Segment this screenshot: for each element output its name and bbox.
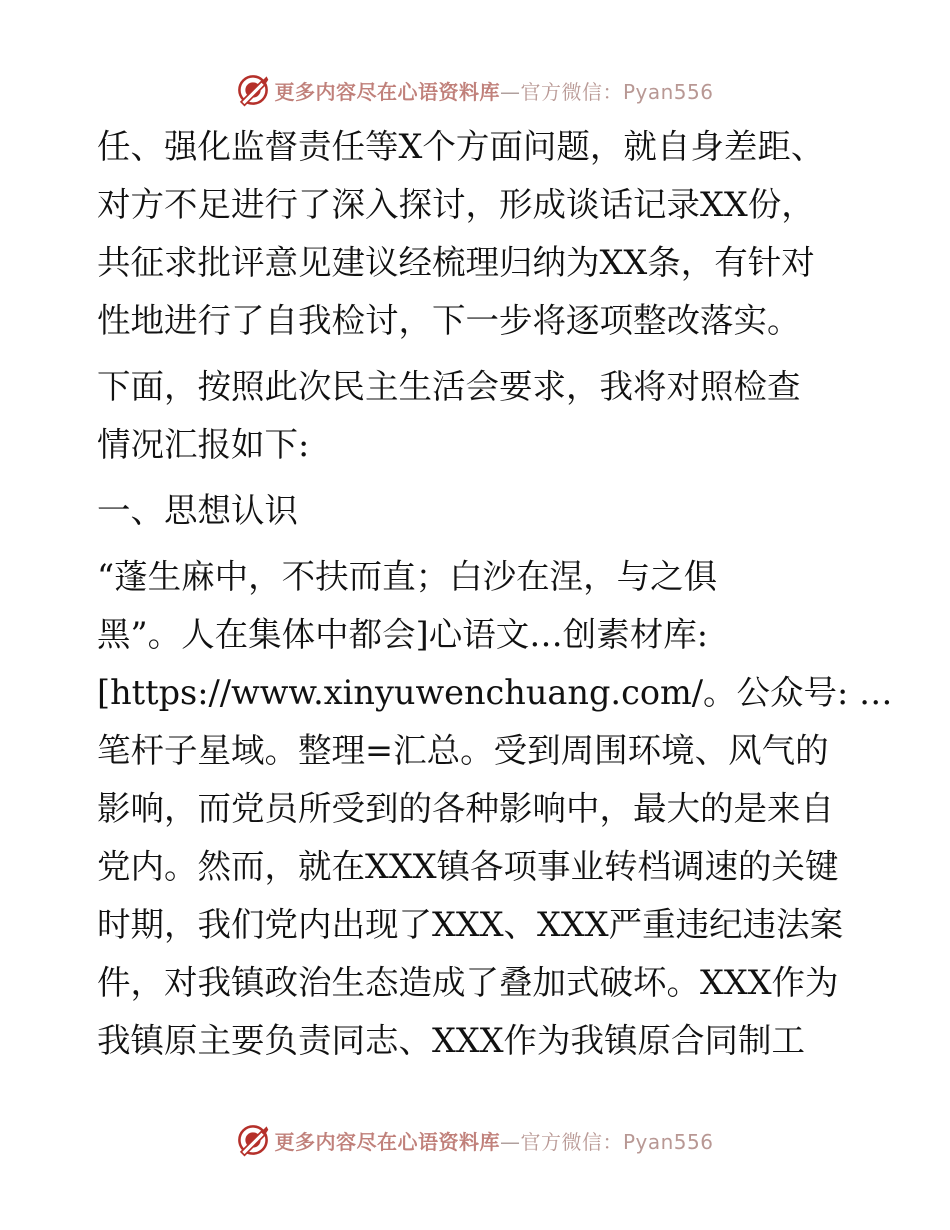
paragraph-3 (97, 548, 893, 1070)
banner-wechat: 官方微信：Pyan556 (520, 1129, 714, 1154)
text-line: 我镇原主要负责同志、XXX作为我镇原合同制工 (97, 1021, 806, 1060)
footer-banner (0, 1120, 950, 1160)
text-line: 影响，而党员所受到的各种影响中，最大的是来自 (97, 789, 834, 828)
banner-brand: 更多内容尽在心语资料库 (274, 1129, 500, 1154)
text-line: [https://www.xinyuwenchuang.com/。公众号: … (97, 673, 893, 712)
text-line: 笔杆子星域。整理=汇总。受到周围环境、风气的 (97, 731, 829, 770)
text-line: 情况汇报如下: (97, 425, 310, 464)
text-line: 下面，按照此次民主生活会要求，我将对照检查 (97, 367, 801, 406)
text-line: 对方不足进行了深入探讨，形成谈话记录XX份， (97, 185, 815, 224)
document-body (97, 118, 893, 1070)
text-line: 性地进行了自我检讨，下一步将逐项整改落实。 (97, 301, 801, 340)
banner-separator: — (499, 79, 521, 104)
text-line: “蓬生麻中，不扶而直；白沙在涅，与之俱 (97, 557, 718, 596)
header-banner (0, 70, 950, 110)
banner-brand: 更多内容尽在心语资料库 (274, 79, 500, 104)
banner-text (274, 76, 713, 105)
pen-logo-icon (236, 73, 270, 107)
banner-separator: — (499, 1129, 521, 1154)
text-line: 件，对我镇政治生态造成了叠加式破坏。XXX作为 (97, 963, 839, 1002)
text-line: 时期，我们党内出现了XXX、XXX严重违纪违法案 (97, 905, 844, 944)
pen-logo-icon (236, 1123, 270, 1157)
text-line: 黑”。人在集体中都会]心语文…创素材库: (97, 615, 708, 654)
paragraph-1 (97, 118, 857, 350)
text-line: 共征求批评意见建议经梳理归纳为XX条，有针对 (97, 243, 815, 282)
banner-text (274, 1126, 713, 1155)
banner-wechat: 官方微信：Pyan556 (520, 79, 714, 104)
heading-line: 一、思想认识 (97, 491, 298, 530)
section-heading (97, 482, 857, 540)
text-line: 任、强化监督责任等X个方面问题，就自身差距、 (97, 127, 825, 166)
text-line: 党内。然而，就在XXX镇各项事业转档调速的关键 (97, 847, 839, 886)
paragraph-2 (97, 358, 857, 474)
